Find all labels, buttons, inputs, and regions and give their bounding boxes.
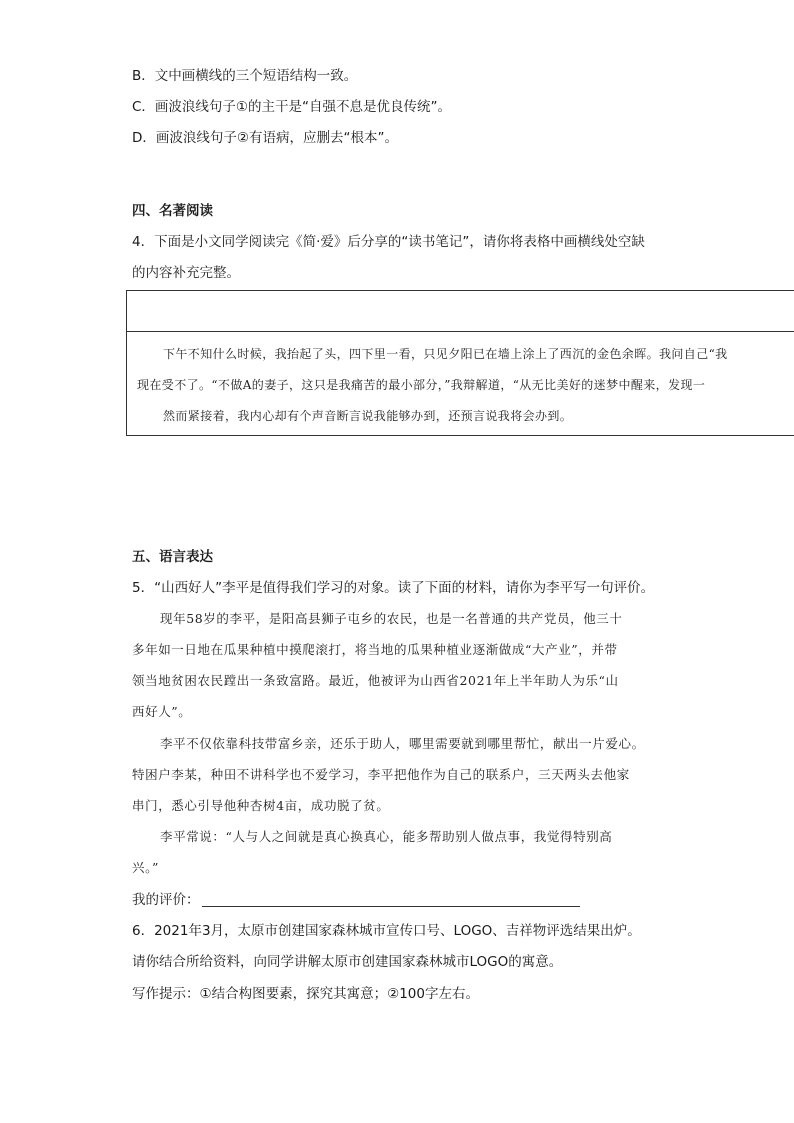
section-heading-4: 四、名著阅读 (132, 203, 213, 219)
material-p1-line2: 多年如一日地在瓜果种植中摸爬滚打，将当地的瓜果种植业逐渐做成“大产业”，并带 (132, 642, 618, 657)
reading-notes-table (126, 290, 794, 436)
excerpt-line1: 下午不知什么时候，我抬起了头，四下里一看，只见夕阳已在墙上涂上了西沉的金色余晖。我问自己“我 (163, 347, 728, 361)
question-6-hint: 写作提示：①结合构图要素，探究其寓意；②100字左右。 (132, 986, 479, 1002)
material-p3-line2: 兴。” (132, 860, 159, 875)
material-p2-line2: 特困户李某，种田不讲科学也不爱学习，李平把他作为自己的联系户，三天两头去他家 (132, 767, 630, 782)
excerpt-line3: 然而紧接着，我内心却有个声音断言说我能够办到，还预言说我将会办到。 (163, 409, 573, 423)
question-4-line1: 4．下面是小文同学阅读完《简·爱》后分享的“读书笔记”，请你将表格中画横线处空缺 (132, 234, 645, 250)
section-heading-5: 五、语言表达 (132, 549, 213, 565)
material-p2-line3: 串门，悉心引导他种杏树4亩，成功脱了贫。 (132, 798, 390, 813)
question-5: 5．“山西好人”李平是值得我们学习的对象。读了下面的材料，请你为李平写一句评价。 (132, 580, 655, 596)
evaluation-label: 我的评价： (132, 892, 200, 908)
option-b: B．文中画横线的三个短语结构一致。 (132, 68, 358, 84)
question-6-line1: 6．2021年3月，太原市创建国家森林城市宣传口号、LOGO、吉祥物评选结果出炉。 (132, 923, 641, 939)
question-6-line2: 请你结合所给资料，向同学讲解太原市创建国家森林城市LOGO的寓意。 (132, 954, 563, 970)
material-p3-line1: 李平常说：“人与人之间就是真心换真心，能多帮助别人做点事，我觉得特别高 (160, 829, 613, 844)
option-c: C．画波浪线句子①的主干是“自强不息是优良传统”。 (132, 99, 452, 115)
evaluation-answer-blank[interactable] (202, 906, 580, 907)
option-d: D．画波浪线句子②有语病，应删去“根本”。 (132, 130, 398, 146)
material-p1-line4: 西好人”。 (132, 704, 192, 719)
material-p1-line1: 现年58岁的李平，是阳高县狮子屯乡的农民，也是一名普通的共产党员，他三十 (160, 611, 623, 626)
question-4-line2: 的内容补充完整。 (132, 265, 240, 281)
material-p1-line3: 领当地贫困农民蹚出一条致富路。最近，他被评为山西省2021年上半年助人为乐“山 (132, 673, 619, 688)
table-divider (127, 331, 794, 332)
material-p2-line1: 李平不仅依靠科技带富乡亲，还乐于助人，哪里需要就到哪里帮忙，献出一片爱心。 (160, 736, 645, 751)
excerpt-line2: 现在受不了。“不做A的妻子，这只是我痛苦的最小部分，”我辩解道，“从无比美好的迷梦中醒来，发现一 (137, 378, 706, 392)
